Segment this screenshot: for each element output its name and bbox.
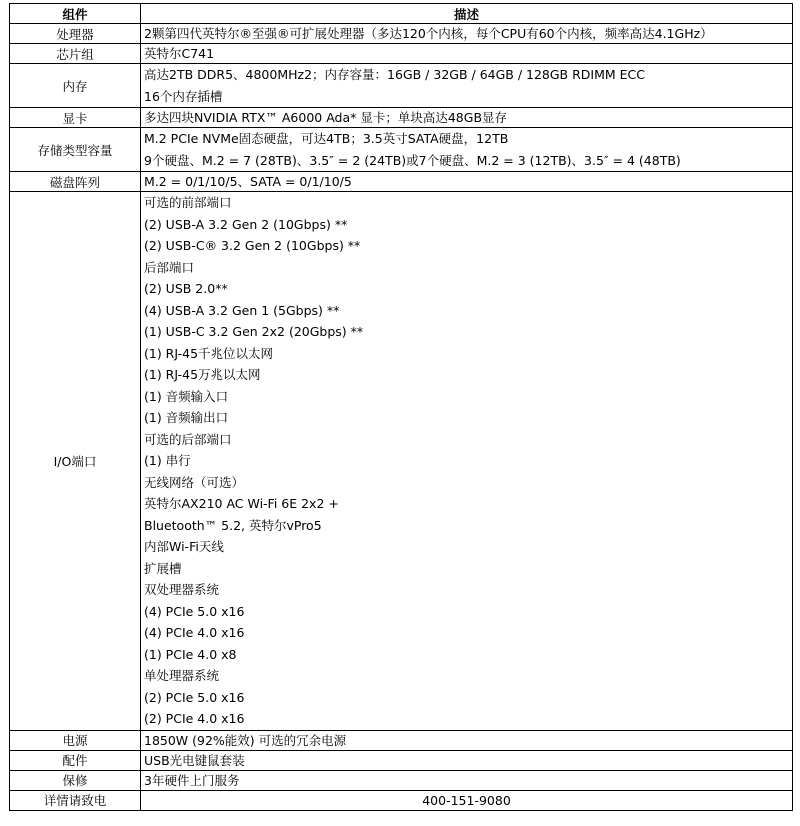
desc-line: (1) PCIe 4.0 x8 bbox=[144, 646, 237, 662]
desc-line: 内部Wi-Fi天线 bbox=[144, 539, 224, 554]
desc-line: (2) PCIe 4.0 x16 bbox=[144, 711, 245, 726]
spec-table bbox=[9, 3, 793, 811]
desc-line: (1) 音频输出口 bbox=[144, 410, 229, 425]
desc-line: 扩展槽 bbox=[144, 560, 182, 576]
desc-line: M.2 = 0/1/10/5、SATA = 0/1/10/5 bbox=[144, 174, 352, 189]
table-row bbox=[10, 770, 793, 790]
row-desc-gpu bbox=[141, 108, 793, 128]
desc-line: (2) USB-C® 3.2 Gen 2 (10Gbps) ** bbox=[144, 238, 361, 253]
row-desc-chipset bbox=[141, 44, 793, 64]
row-name-accessories: 配件 bbox=[10, 750, 141, 770]
desc-line: 无线网络（可选） bbox=[144, 474, 245, 490]
desc-line: (2) PCIe 5.0 x16 bbox=[144, 689, 245, 705]
desc-line: (1) RJ-45千兆位以太网 bbox=[144, 345, 274, 361]
row-name-raid: 磁盘阵列 bbox=[10, 172, 141, 192]
table-row bbox=[10, 108, 793, 128]
row-desc-storage bbox=[141, 128, 793, 172]
table-row bbox=[10, 64, 793, 108]
desc-line: 可选的前部端口 bbox=[144, 195, 232, 210]
header-description: 描述 bbox=[141, 4, 793, 24]
row-desc-accessories bbox=[141, 750, 793, 770]
row-desc-power bbox=[141, 730, 793, 750]
desc-line: 英特尔AX210 AC Wi-Fi 6E 2x2 + bbox=[144, 496, 339, 511]
row-name-memory: 内存 bbox=[10, 64, 141, 108]
header-component: 组件 bbox=[10, 4, 141, 24]
row-name-storage: 存储类型容量 bbox=[10, 128, 141, 172]
row-desc-contact bbox=[141, 790, 793, 810]
table-row bbox=[10, 44, 793, 64]
desc-line: 1850W (92%能效) 可选的冗余电源 bbox=[144, 732, 347, 748]
row-desc-raid bbox=[141, 172, 793, 192]
desc-line: 可选的后部端口 bbox=[144, 431, 232, 447]
desc-line: Bluetooth™ 5.2, 英特尔vPro5 bbox=[144, 517, 322, 533]
desc-line: 单处理器系统 bbox=[144, 668, 220, 683]
row-desc-warranty bbox=[141, 770, 793, 790]
row-name-power: 电源 bbox=[10, 730, 141, 750]
row-name-io: I/O端口 bbox=[10, 192, 141, 731]
desc-line: 2颗第四代英特尔®至强®可扩展处理器（多达120个内核，每个CPU有60个内核，频率高达4.1GHz） bbox=[144, 26, 713, 41]
desc-line: (4) PCIe 5.0 x16 bbox=[144, 603, 245, 619]
table-row bbox=[10, 172, 793, 192]
header-row bbox=[10, 4, 793, 24]
desc-line: 9个硬盘、M.2 = 7 (28TB)、3.5″ = 2 (24TB)或7个硬盘、M.2 = 3 (12TB)、3.5″ = 4 (48TB) bbox=[144, 152, 681, 168]
row-desc-cpu bbox=[141, 24, 793, 44]
table-row bbox=[10, 730, 793, 750]
desc-line: (1) 音频输入口 bbox=[144, 388, 229, 404]
row-desc-memory bbox=[141, 64, 793, 108]
desc-line: 英特尔C741 bbox=[144, 46, 215, 61]
desc-line: 高达2TB DDR5、4800MHz2；内存容量：16GB / 32GB / 64GB / 128GB RDIMM ECC bbox=[144, 67, 646, 82]
table-row bbox=[10, 128, 793, 172]
desc-line: USB光电键鼠套装 bbox=[144, 752, 245, 768]
desc-line: 双处理器系统 bbox=[144, 582, 220, 597]
row-name-gpu: 显卡 bbox=[10, 108, 141, 128]
row-name-chipset: 芯片组 bbox=[10, 44, 141, 64]
desc-line: (1) 串行 bbox=[144, 453, 191, 468]
desc-line: (2) USB 2.0** bbox=[144, 281, 228, 296]
row-desc-io bbox=[141, 192, 793, 731]
table-row bbox=[10, 790, 793, 810]
desc-line: (2) USB-A 3.2 Gen 2 (10Gbps) ** bbox=[144, 216, 348, 232]
table-row bbox=[10, 24, 793, 44]
desc-line: (1) USB-C 3.2 Gen 2x2 (20Gbps) ** bbox=[144, 324, 364, 339]
table-row bbox=[10, 192, 793, 731]
row-name-cpu: 处理器 bbox=[10, 24, 141, 44]
desc-line: M.2 PCIe NVMe固态硬盘，可达4TB；3.5英寸SATA硬盘，12TB bbox=[144, 131, 509, 146]
desc-line: (1) RJ-45万兆以太网 bbox=[144, 367, 261, 382]
desc-line: 3年硬件上门服务 bbox=[144, 772, 240, 788]
desc-line: 后部端口 bbox=[144, 259, 195, 275]
table-row bbox=[10, 750, 793, 770]
row-name-contact: 详情请致电 bbox=[10, 790, 141, 810]
contact-phone: 400-151-9080 bbox=[422, 792, 511, 808]
desc-line: (4) USB-A 3.2 Gen 1 (5Gbps) ** bbox=[144, 302, 340, 318]
desc-line: (4) PCIe 4.0 x16 bbox=[144, 625, 245, 640]
desc-line: 16个内存插槽 bbox=[144, 88, 223, 104]
desc-line: 多达四块NVIDIA RTX™ A6000 Ada* 显卡；单块高达48GB显存 bbox=[144, 110, 508, 125]
row-name-warranty: 保修 bbox=[10, 770, 141, 790]
